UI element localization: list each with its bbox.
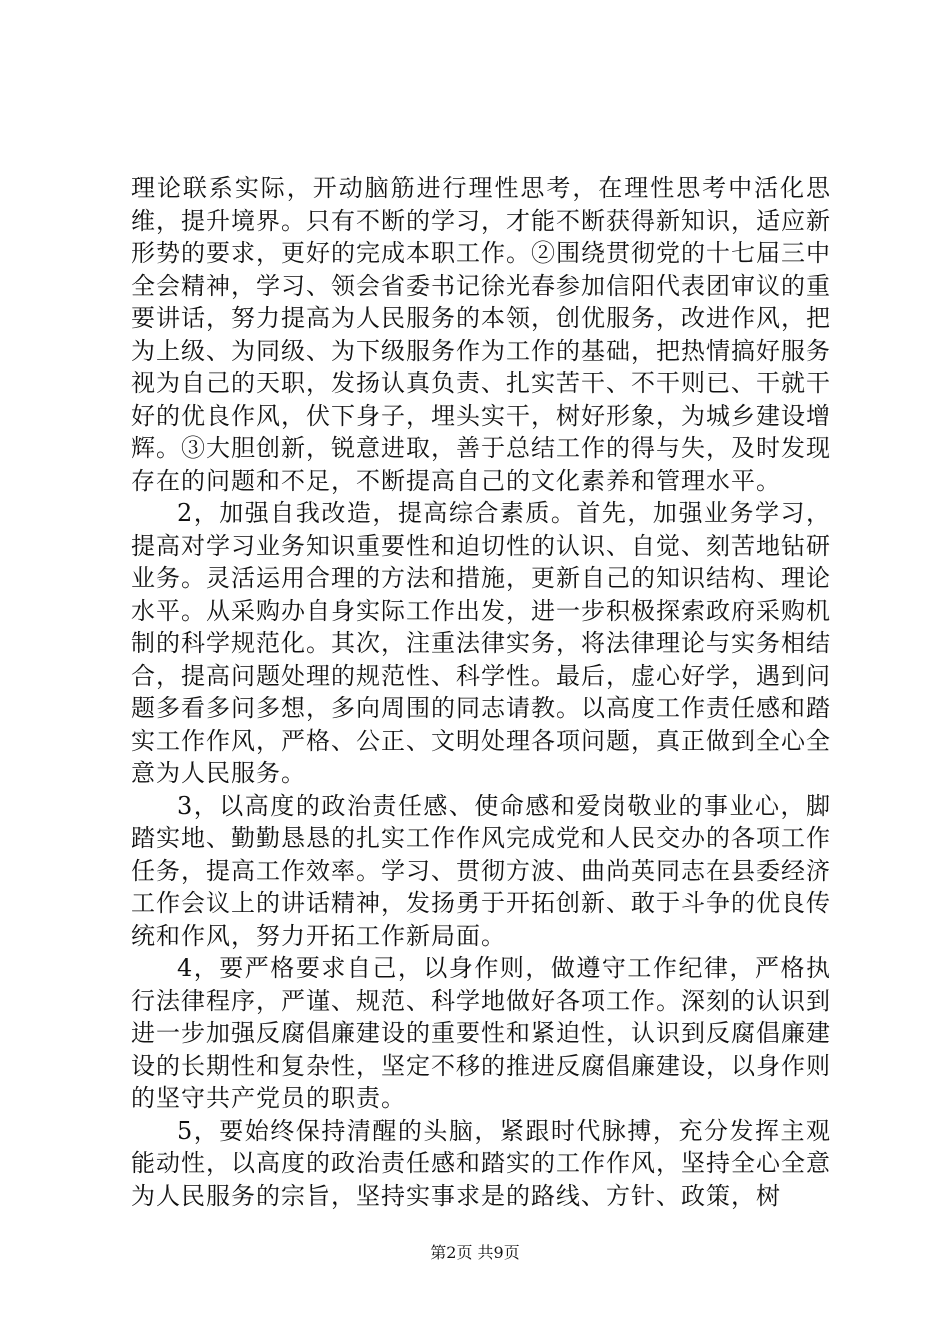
paragraph-item-3: 3，以高度的政治责任感、使命感和爱岗敬业的事业心，脚踏实地、勤勤恳恳的扎实工作作风完成党和人民交办的各项工作任务，提高工作效率。学习、贯彻方波、曲尚英同志在县委经济工作会议上的讲话精神，发扬勇于开拓创新、敢于斗争的优良传统和作风，努力开拓工作新局面。: [131, 791, 831, 950]
document-body: [131, 172, 831, 1212]
paragraph-continued: 理论联系实际，开动脑筋进行理性思考，在理性思考中活化思维，提升境界。只有不断的学习，才能不断获得新知识，适应新形势的要求，更好的完成本职工作。②围绕贯彻党的十七届三中全会精神，学习、领会省委书记徐光春参加信阳代表团审议的重要讲话，努力提高为人民服务的本领，创优服务，改进作风，把为上级、为同级、为下级服务作为工作的基础，把热情搞好服务视为自己的天职，发扬认真负责、扎实苦干、不干则已、干就干好的优良作风，伏下身子，埋头实干，树好形象，为城乡建设增辉。③大胆创新，锐意进取，善于总结工作的得与失，及时发现存在的问题和不足，不断提高自己的文化素养和管理水平。: [131, 174, 831, 495]
paragraph-item-2: 2，加强自我改造，提高综合素质。首先，加强业务学习，提高对学习业务知识重要性和迫切性的认识、自觉、刻苦地钻研业务。灵活运用合理的方法和措施，更新自己的知识结构、理论水平。从采购办自身实际工作出发，进一步积极探索政府采购机制的科学规范化。其次，注重法律实务，将法律理论与实务相结合，提高问题处理的规范性、科学性。最后，虚心好学，遇到问题多看多问多想，多向周围的同志请教。以高度工作责任感和踏实工作作风，严格、公正、文明处理各项问题，真正做到全心全意为人民服务。: [131, 499, 831, 787]
page-footer-page-number: 第2页 共9页: [430, 1243, 520, 1262]
paragraph-item-4: 4，要严格要求自己，以身作则，做遵守工作纪律，严格执行法律程序，严谨、规范、科学地做好各项工作。深刻的认识到进一步加强反腐倡廉建设的重要性和紧迫性，认识到反腐倡廉建设的长期性和复杂性，坚定不移的推进反腐倡廉建设，以身作则的坚守共产党员的职责。: [131, 954, 831, 1112]
paragraph-item-5: 5，要始终保持清醒的头脑，紧跟时代脉搏，充分发挥主观能动性，以高度的政治责任感和踏实的工作作风，坚持全心全意为人民服务的宗旨，坚持实事求是的路线、方针、政策，树: [131, 1116, 831, 1210]
